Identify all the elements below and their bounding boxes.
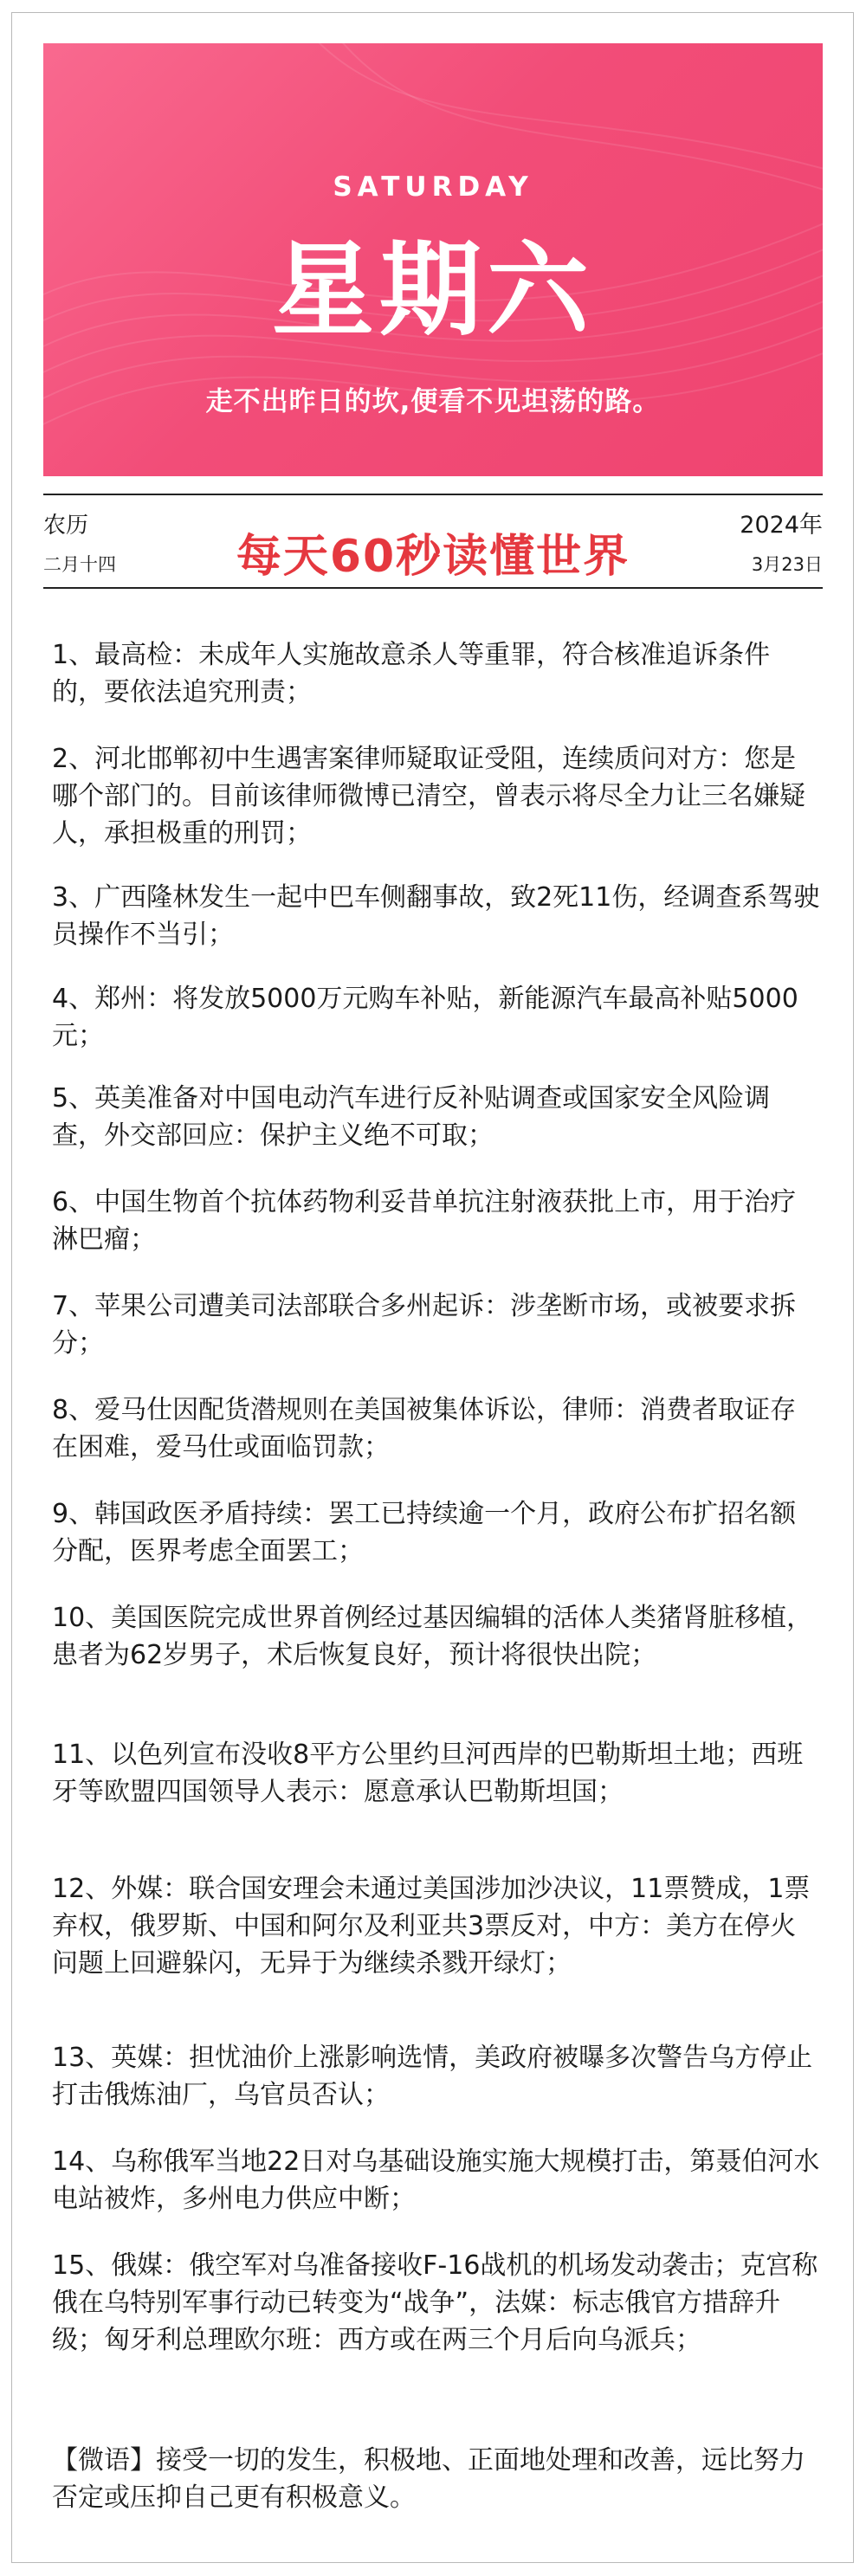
dateline-bottom-rule (43, 587, 823, 589)
banner-motto: 走不出昨日的坎,便看不见坦荡的路。 (205, 386, 661, 417)
dateline-top-rule (43, 494, 823, 495)
news-item-2: 2、河北邯郸初中生遇害案律师疑取证受阻，连续质问对方：您是哪个部门的。目前该律师微博已清空，曾表示将尽全力让三名嫌疑人，承担极重的刑罚； (52, 744, 805, 849)
year-label: 2024年 (740, 512, 823, 539)
news-item-13: 13、英媒：担忧油价上涨影响选情，美政府被曝多次警告乌方停止打击俄炼油厂，乌官员否认； (52, 2043, 813, 2110)
page-title: 每天60秒读懂世界 (236, 531, 630, 583)
weekday-chinese: 星期六 (271, 230, 594, 350)
news-item-8: 8、爱马仕因配货潜规则在美国被集体诉讼，律师：消费者取证存在困难，爱马仕或面临罚款； (52, 1395, 797, 1462)
news-item-11: 11、以色列宣布没收8平方公里约旦河西岸的巴勒斯坦土地；西班牙等欧盟四国领导人表示：愿意承认巴勒斯坦国； (52, 1740, 804, 1807)
news-item-3: 3、广西隆林发生一起中巴车侧翻事故，致2死11伤，经调查系驾驶员操作不当引； (52, 882, 820, 950)
news-item-12: 12、外媒：联合国安理会未通过美国涉加沙决议，11票赞成，1票弃权，俄罗斯、中国和阿尔及利亚共3票反对，中方：美方在停火问题上回避躲闪，无异于为继续杀戮开绿灯； (52, 1874, 811, 1979)
news-item-10: 10、美国医院完成世界首例经过基因编辑的活体人类猪肾脏移植，患者为62岁男子，术后恢复良好，预计将很快出院； (52, 1603, 813, 1670)
news-item-5: 5、英美准备对中国电动汽车进行反补贴调查或国家安全风险调查，外交部回应：保护主义绝不可取； (52, 1083, 771, 1151)
news-item-7: 7、苹果公司遭美司法部联合多州起诉：涉垄断市场，或被要求拆分； (52, 1291, 797, 1359)
weekday-english: SATURDAY (333, 171, 533, 203)
news-item-15: 15、俄媒：俄空军对乌准备接收F-16战机的机场发动袭击；克宫称俄在乌特别军事行动已转变为“战争”，法媒：标志俄官方措辞升级；匈牙利总理欧尔班：西方或在两三个月后向乌派兵； (52, 2250, 818, 2355)
news-item-9: 9、韩国政医矛盾持续：罢工已持续逾一个月，政府公布扩招名额分配，医界考虑全面罢工； (52, 1499, 797, 1566)
news-item-4: 4、郑州：将发放5000万元购车补贴，新能源汽车最高补贴5000元； (52, 984, 798, 1051)
header-banner (43, 43, 823, 476)
news-item-1: 1、最高检：未成年人实施故意杀人等重罪，符合核准追诉条件的，要依法追究刑责； (52, 640, 771, 707)
lunar-label: 农历 (43, 513, 89, 539)
news-item-6: 6、中国生物首个抗体药物利妥昔单抗注射液获批上市，用于治疗淋巴瘤； (52, 1187, 797, 1255)
date-label: 3月23日 (751, 554, 823, 575)
lunar-date: 二月十四 (43, 554, 116, 575)
closing-quote: 【微语】接受一切的发生，积极地、正面地处理和改善，远比努力否定或压抑自己更有积极意义。 (52, 2445, 805, 2513)
news-item-14: 14、乌称俄军当地22日对乌基础设施实施大规模打击，第聂伯河水电站被炸，多州电力供应中断； (52, 2147, 820, 2214)
